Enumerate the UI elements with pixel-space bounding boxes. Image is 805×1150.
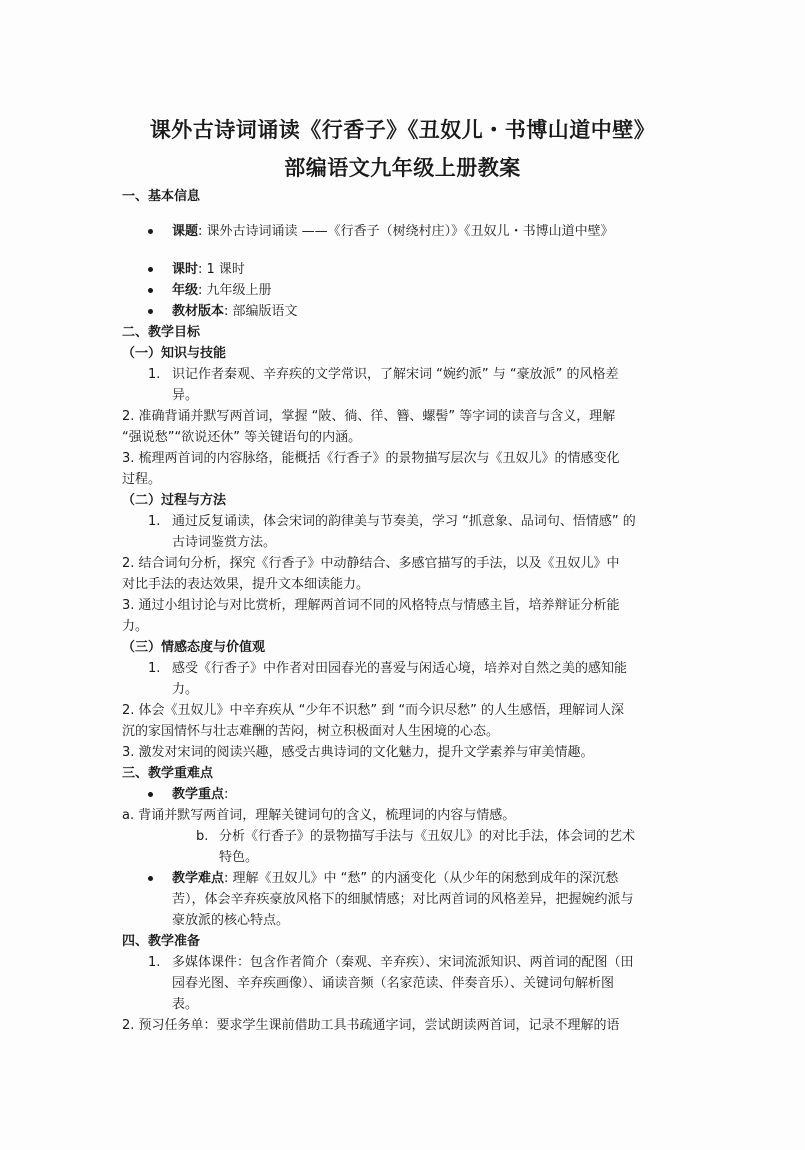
process-item-1-line2: 古诗词鉴赏方法。 [172, 535, 277, 550]
document-title-line2: 部编语文九年级上册教案 [284, 156, 521, 180]
process-item-2-line2: 对比手法的表达效果，提升文本细读能力。 [122, 577, 370, 592]
subheading-attitude: （三）情感态度与价值观 [122, 640, 266, 655]
list-number: 1. [148, 955, 161, 970]
bullet-dot [148, 267, 153, 272]
list-item-edition [172, 301, 298, 322]
prep-item-2-line1: 2. 预习任务单：要求学生课前借助工具书疏通字词，尝试朗读两首词，记录不理解的语 [122, 1018, 620, 1033]
section-heading-key-points: 三、教学重难点 [122, 766, 214, 781]
prep-item-1-line3: 表。 [172, 997, 199, 1012]
process-item-2-line1: 2. 结合词句分析，探究《行香子》中动静结合、多感官描写的手法，以及《丑奴儿》中 [122, 556, 620, 571]
attitude-item-2-line1: 2. 体会《丑奴儿》中辛弃疾从 “少年不识愁” 到 “而今识尽愁” 的人生感悟，理解词人深 [122, 703, 625, 718]
document-title-line1: 课外古诗词诵读《行香子》《丑奴儿・书博山道中壁》 [149, 118, 656, 142]
subheading-knowledge: （一）知识与技能 [122, 346, 227, 361]
list-number: 1. [148, 367, 161, 382]
knowledge-item-3-line2: 过程。 [122, 472, 162, 487]
knowledge-item-3-line1: 3. 梳理两首词的内容脉络，能概括《行香子》的景物描写层次与《丑奴儿》的情感变化 [122, 451, 620, 466]
list-letter: b. [196, 829, 209, 844]
list-item-hours [172, 259, 245, 280]
knowledge-item-2-line2: “强说愁”“欲说还休” 等关键语句的内涵。 [122, 430, 362, 445]
edition-value: : 部编版语文 [224, 304, 298, 319]
hours-label: 课时 [172, 262, 199, 277]
attitude-item-1-line2: 力。 [172, 682, 199, 697]
section-heading-basic-info: 一、基本信息 [122, 189, 201, 204]
bullet-dot [148, 309, 153, 314]
bullet-dot [148, 288, 153, 293]
attitude-item-1-line1: 感受《行香子》中作者对田园春光的喜爱与闲适心境，培养对自然之美的感知能 [172, 661, 628, 676]
focus-label: 教学重点 [172, 787, 225, 802]
knowledge-item-2-line1: 2. 准确背诵并默写两首词，掌握 “陂、徜、徉、簪、螺髻” 等字词的读音与含义，理解 [122, 409, 616, 424]
subheading-process: （二）过程与方法 [122, 493, 227, 508]
grade-label: 年级 [172, 283, 199, 298]
list-item-focus [172, 784, 228, 805]
attitude-item-2-line2: 沉的家国情怀与壮志难酬的苦闷，树立积极面对人生困境的心态。 [122, 724, 500, 739]
difficulty-label: 教学难点 [172, 871, 225, 886]
grade-value: : 九年级上册 [198, 283, 272, 298]
bullet-dot [148, 229, 153, 234]
focus-item-b-line1: 分析《行香子》的景物描写手法与《丑奴儿》的对比手法，体会词的艺术 [219, 829, 636, 844]
attitude-item-3: 3. 激发对宋词的阅读兴趣，感受古典诗词的文化魅力，提升文学素养与审美情趣。 [122, 745, 594, 760]
bullet-dot [148, 876, 153, 881]
list-number: 1. [148, 661, 161, 676]
section-heading-objectives: 二、教学目标 [122, 325, 201, 340]
difficulty-text-line3: 豪放派的核心特点。 [172, 913, 290, 928]
list-item-difficulty [172, 868, 618, 889]
list-item-topic [172, 221, 614, 242]
topic-value: : 课外古诗词诵读 ——《行香子（树绕村庄）》《丑奴儿・书博山道中壁》 [198, 224, 614, 239]
prep-item-1-line1: 多媒体课件：包含作者简介（秦观、辛弃疾）、宋词流派知识、两首词的配图（田 [172, 955, 634, 970]
process-item-1-line1: 通过反复诵读，体会宋词的韵律美与节奏美，学习 “抓意象、品词句、悟情感” 的 [172, 514, 636, 529]
difficulty-text-line1: : 理解《丑奴儿》中 “愁” 的内涵变化（从少年的闲愁到成年的深沉愁 [224, 871, 619, 886]
edition-label: 教材版本 [172, 304, 225, 319]
process-item-3-line1: 3. 通过小组讨论与对比赏析，理解两首词不同的风格特点与情感主旨，培养辩证分析能 [122, 598, 620, 613]
section-heading-preparation: 四、教学准备 [122, 934, 201, 949]
knowledge-item-1-line1: 识记作者秦观、辛弃疾的文学常识，了解宋词 “婉约派” 与 “豪放派” 的风格差 [172, 367, 619, 382]
focus-colon: : [224, 787, 229, 802]
bullet-dot [148, 792, 153, 797]
difficulty-text-line2: 苦），体会辛弃疾豪放风格下的细腻情感；对比两首词的风格差异，把握婉约派与 [172, 892, 634, 907]
list-number: 1. [148, 514, 161, 529]
process-item-3-line2: 力。 [122, 619, 149, 634]
list-item-grade [172, 280, 272, 301]
focus-item-a: a. 背诵并默写两首词，理解关键词句的含义，梳理词的内容与情感。 [122, 808, 516, 823]
focus-item-b-line2: 特色。 [219, 850, 259, 865]
topic-label: 课题 [172, 224, 199, 239]
hours-value: : 1 课时 [198, 262, 245, 277]
knowledge-item-1-line2: 异。 [172, 388, 199, 403]
prep-item-1-line2: 园春光图、辛弃疾画像）、诵读音频（名家范读、伴奏音乐）、关键词句解析图 [172, 976, 615, 991]
